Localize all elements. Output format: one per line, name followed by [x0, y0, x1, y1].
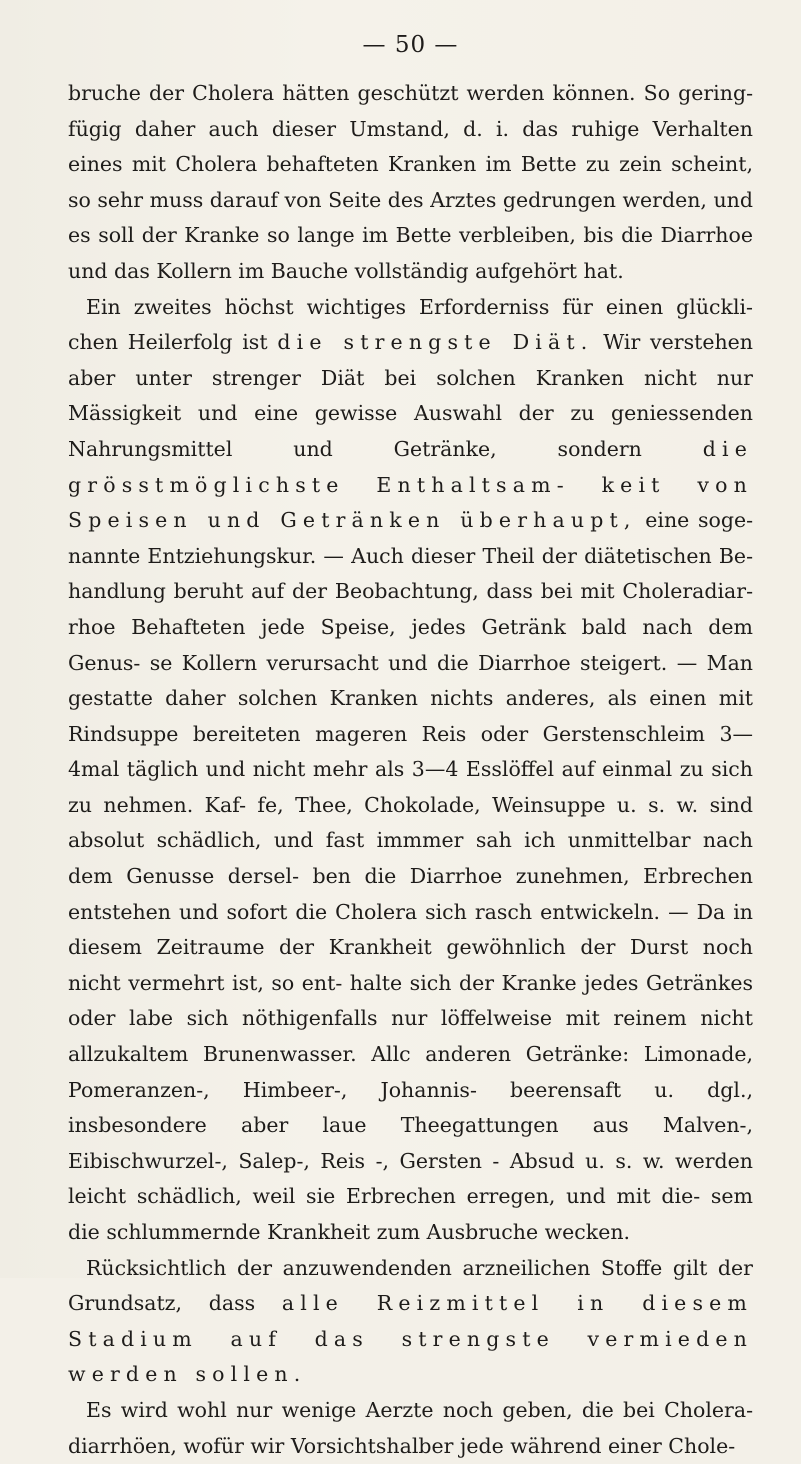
text-segment: Rücksichtlich der anzuwendenden arzneilichen Stoffe gilt der Grundsatz, dass [68, 1255, 753, 1316]
text-segment: eine soge- nannte Entziehungskur. — Auch dieser Theil der diätetischen Be- handlung beruht auf der Beobachtung, dass bei mit Choleradiar- rhoe Behafteten jede Speise, jedes Getränk bald nach dem Genus- se Kollern verursacht und die Diarrhoe steigert. — Man gestatte daher solchen Kranken nichts anderes, als einen mit Rindsuppe bereiteten mageren Reis oder Gerstenschleim 3—4mal täglich und nicht mehr als 3—4 Esslöffel auf einmal zu sich zu nehmen. Kaf- fe, Thee, Chokolade, Weinsuppe u. s. w. sind absolut schädlich, und fast immmer sah ich unmittelbar nach dem Genusse dersel- ben die Diarrhoe zunehmen, Erbrechen entstehen und sofort die Cholera sich rasch entwickeln. — Da in diesem Zeitraume der Krankheit gewöhnlich der Durst noch nicht vermehrt ist, so ent- halte sich der Kranke jedes Getränkes oder labe sich nöthigenfalls nur löffelweise mit reinem nicht allzukaltem Brunenwasser. Allc anderen Getränke: Limonade, Pomeranzen-, Himbeer-, Johannis- beerensaft u. dgl., insbesondere aber laue Theegattungen aus Malven-, Eibischwurzel-, Salep-, Reis -, Gersten - Absud u. s. w. werden leicht schädlich, weil sie Erbrechen erregen, und mit die- sem die schlummernde Krankheit zum Ausbruche wecken. [68, 508, 754, 1244]
text-segment: Es wird wohl nur wenige Aerzte noch geben, die bei Cholera- diarrhöen, wofür wir Vorsichtshalber jede während einer Chole- [68, 1397, 753, 1458]
text-segment: Wir verstehen aber unter strenger Diät bei solchen Kranken nicht nur Mässigkeit und eine gewisse Auswahl der zu geniessenden Nahrungsmittel und Getränke, sondern [68, 330, 753, 461]
emphasized-text: alle Reizmittel in diesem Stadium auf das strengste vermieden werden sollen. [68, 1291, 754, 1387]
emphasized-text: die strengste Diät. [277, 330, 594, 355]
page-number: — 50 — [362, 32, 459, 58]
body-text [68, 76, 753, 1464]
paragraph [68, 290, 753, 1251]
text-segment: Ein zweites höchst wichtiges Erforderniss für einen glückli- chen Heilerfolg ist [68, 294, 753, 355]
paragraph [68, 1393, 753, 1464]
text-segment: bruche der Cholera hätten geschützt werden können. So gering- fügig daher auch dieser Umstand, d. i. das ruhige Verhalten eines mit Cholera behafteten Kranken im Bette zu zein scheint, so sehr muss darauf von Seite des Arztes gedrungen werden, und es soll der Kranke so lange im Bette verbleiben, bis die Diarrhoe und das Kollern im Bauche vollständig aufgehört hat. [68, 81, 753, 283]
paragraph [68, 76, 753, 290]
paragraph [68, 1251, 753, 1393]
emphasized-text: die grösstmöglichste Enthaltsam- keit von Speisen und Getränken überhaupt, [68, 436, 753, 533]
